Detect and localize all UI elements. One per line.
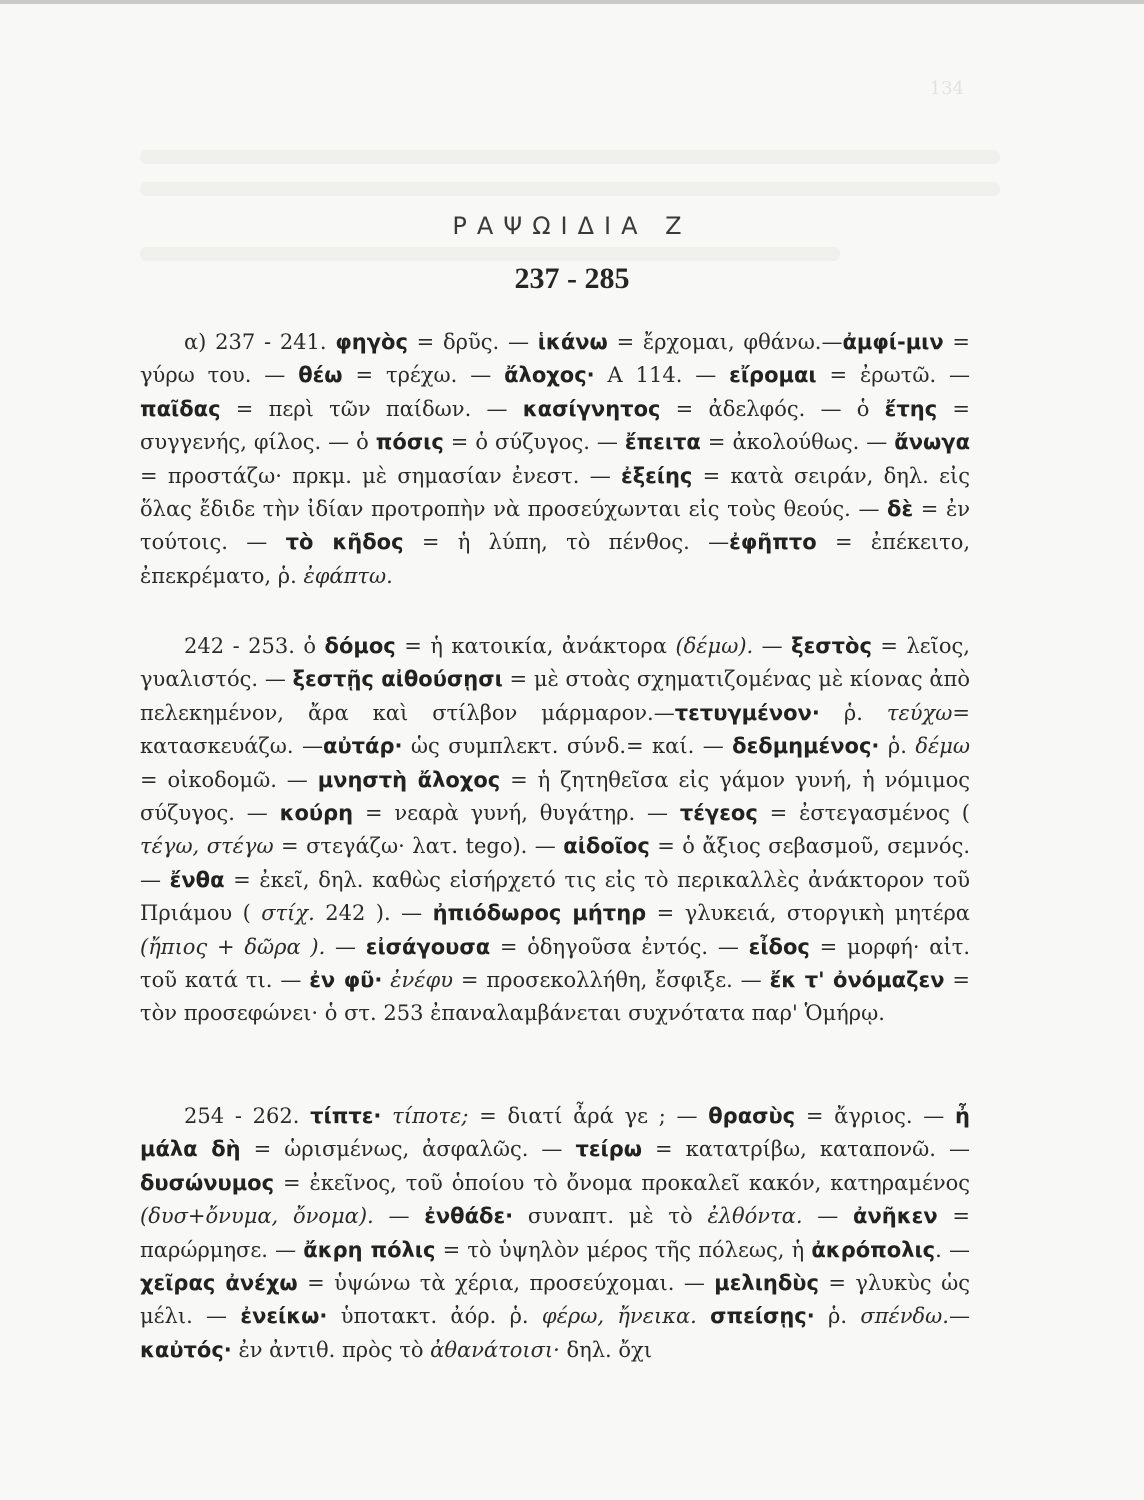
gloss-text: = συγγενής, φίλος. — ὁ — [140, 396, 970, 455]
headword: ξεστῇς αἰθούσῃσι — [292, 667, 503, 692]
italic-form: φέρω, ἤνεικα. — [541, 1304, 697, 1329]
gloss-text: = κατατρίβω, καταπονῶ. — — [642, 1137, 970, 1162]
gloss-text: συναπτ. μὲ τὸ — [513, 1204, 708, 1229]
gloss-text: ῥ. — [814, 1304, 861, 1329]
italic-form: δέμω — [915, 734, 970, 759]
gloss-text: = κατασκευάζω. — — [140, 700, 970, 759]
gloss-text: = στεγάζω· λατ. tego). — — [273, 834, 564, 859]
headword: δόμος — [324, 634, 396, 658]
gloss-text: ὑποτακτ. ἀόρ. ῥ. — [327, 1304, 542, 1329]
headword: δυσώνυμος — [140, 1170, 275, 1195]
headword: καὐτός· — [140, 1337, 232, 1362]
gloss-text: = ἐρωτῶ. — — [816, 363, 971, 388]
headword: μνηστὴ ἄλοχος — [317, 767, 501, 792]
gloss-text: . — — [935, 1237, 970, 1262]
headword: θρασὺς — [708, 1104, 796, 1128]
italic-form: (ἤπιος + δῶρα ). — [140, 934, 326, 959]
gloss-text: = ἀδελφός. — ὁ — [660, 396, 885, 421]
gloss-text: = νεαρὰ γυνή, θυγάτηρ. — — [353, 801, 680, 826]
italic-form: ἐνέφυ — [390, 968, 453, 993]
headword: τείρω — [575, 1137, 642, 1162]
headword: φηγὸς — [335, 330, 408, 354]
gloss-text: = κατὰ σειράν, δηλ. εἰς ὅλας ἔδιδε τὴν ἰδίαν προτροπὴν νὰ προσεύχωνται εἰς τοὺς θεούς. — — [140, 463, 971, 522]
headword: αὐτάρ· — [323, 734, 403, 759]
gloss-text: — — [948, 1304, 970, 1329]
italic-form: (δυσ+ὄνυμα, ὄνομα). — [140, 1204, 374, 1229]
headword: ἀμφί-μιν — [842, 330, 944, 354]
headword: ἄλοχος· — [504, 363, 595, 388]
commentary-paragraph-1 — [140, 326, 970, 593]
gloss-text: ἐν ἀντιθ. πρὸς τὸ — [231, 1337, 431, 1362]
gloss-text: = ἡ λύπη, τὸ πένθος. — — [403, 530, 730, 555]
headword: κούρη — [279, 801, 354, 826]
headword: ἦ μάλα δὴ — [140, 1104, 970, 1162]
headword: μελιηδὺς — [714, 1271, 819, 1296]
gloss-text: = προστάζω· πρκμ. μὲ σημασίαν ἐνεστ. — — [140, 463, 622, 488]
gloss-text: = γύρω του. — — [140, 330, 971, 388]
headword: σπείσῃς· — [710, 1304, 815, 1329]
gloss-text: = τὸν προσεφώνει· ὁ στ. 253 ἐπαναλαμβάνεται συχνότατα παρ' Ὁμήρῳ. — [140, 968, 970, 1026]
gloss-text: = διατί ἆρά γε ; — — [468, 1104, 709, 1128]
headword: ἱκάνω — [537, 330, 608, 354]
italic-form: τεύχω — [886, 700, 953, 725]
gloss-text: = ἐν τούτοις. — — [140, 497, 970, 555]
gloss-text: = λεῖος, γυαλιστός. — — [140, 634, 970, 692]
headword: ἔπειτα — [624, 430, 701, 455]
gloss-text: 254 - 262. — [184, 1104, 311, 1128]
headword: ἐφῆπτο — [729, 530, 817, 555]
headword: ἀκρόπολις — [811, 1237, 936, 1262]
italic-form: ἐλθόντα. — [707, 1204, 803, 1229]
gloss-text: = ἐκεῖνος, τοῦ ὁποίου τὸ ὄνομα προκαλεῖ κακόν, κατηραμένος — [274, 1170, 970, 1195]
italic-form: ἐφάπτω. — [303, 563, 393, 588]
bleed-through — [140, 182, 1000, 196]
headword: ἐν φῦ· — [309, 968, 383, 993]
headword: ξεστὸς — [791, 634, 872, 658]
italic-form: τέγω, στέγω — [140, 834, 274, 859]
gloss-text: = μορφή· αἰτ. τοῦ κατά τι. — — [140, 934, 971, 993]
headword: εἴρομαι — [729, 363, 817, 388]
gloss-text: ὡς συμπλεκτ. σύνδ.= καί. — — [402, 734, 733, 759]
gloss-text: ῥ. — [819, 700, 887, 725]
gloss-text: = μὲ στοὰς σχηματιζομένας μὲ κίονας ἀπὸ πελεκημένον, ἄρα καὶ στίλβον μάρμαρον.— — [140, 667, 970, 725]
headword: ἐνείκω· — [240, 1304, 328, 1329]
gloss-text: — — [802, 1204, 854, 1229]
gloss-text: Α 114. — — [594, 363, 730, 388]
headword: παῖδας — [140, 396, 221, 421]
gloss-text: = γλυκειά, στοργικὴ μητέρα — [646, 901, 970, 926]
headword: δεδμημένος· — [732, 734, 880, 759]
headword: τετυγμένον· — [674, 700, 820, 725]
headword: τὸ κῆδος — [285, 530, 404, 555]
gloss-text: α) 237 - 241. — [184, 330, 336, 354]
gloss-text: = γλυκὺς ὡς μέλι. — — [140, 1271, 970, 1329]
scan-top-edge — [0, 0, 1144, 4]
gloss-text: ῥ. — [879, 734, 916, 759]
gloss-text: = ὡρισμένως, ἀσφαλῶς. — — [240, 1137, 576, 1162]
italic-form: ἀθανάτοισι· — [430, 1337, 560, 1362]
gloss-text: = προσεκολλήθη, ἔσφιξε. — — [453, 968, 770, 993]
headword: ἄκρη πόλις — [303, 1237, 436, 1262]
gloss-text: = περὶ τῶν παίδων. — — [220, 396, 523, 421]
gloss-text: = ἐκεῖ, δηλ. καθὼς εἰσήρχετό τις εἰς τὸ περικαλλὲς ἀνάκτορον τοῦ Πριάμου ( — [140, 867, 970, 926]
gloss-text: = ὁ ἄξιος σεβασμοῦ, σεμνός. — — [140, 834, 971, 892]
gloss-text — [697, 1304, 710, 1328]
bleed-through — [140, 150, 1000, 164]
headword: ἔτης — [884, 396, 938, 421]
headword: ἐνθάδε· — [424, 1204, 514, 1229]
headword: ἐξείης — [621, 463, 693, 488]
bleed-through — [140, 247, 840, 261]
gloss-text: = τρέχω. — — [342, 363, 505, 388]
headword: δὲ — [887, 497, 914, 522]
page-number: 134 — [929, 78, 964, 99]
gloss-text: = οἰκοδομῶ. — — [140, 767, 318, 792]
gloss-text: = τὸ ὑψηλὸν μέρος τῆς πόλεως, ἡ — [435, 1237, 812, 1262]
headword: ἔκ τ' ὀνόμαζεν — [769, 968, 945, 993]
rhapsody-title: ΡΑΨΩΙΔΙΑ Ζ — [452, 212, 692, 240]
gloss-text: 242 ). — — [314, 901, 433, 926]
gloss-text: = ἡ κατοικία, ἀνάκτορα — [395, 634, 676, 658]
gloss-text — [381, 1104, 392, 1128]
gloss-text: = ἡ ζητηθεῖσα εἰς γάμον γυνή, ἡ νόμιμος σύζυγος. — — [140, 767, 970, 826]
gloss-text: 242 - 253. ὁ — [184, 634, 325, 658]
gloss-text: = ὑψώνω τὰ χέρια, προσεύχομαι. — — [297, 1271, 715, 1296]
headword: εἰσάγουσα — [365, 934, 491, 959]
headword: ἠπιόδωρος μήτηρ — [432, 901, 647, 926]
gloss-text: = ἔρχομαι, φθάνω.— — [607, 330, 843, 354]
gloss-text: = ἐστεγασμένος ( — [757, 801, 970, 826]
gloss-text: = ὁδηγοῦσα ἐντός. — — [490, 934, 749, 959]
commentary-paragraph-2 — [140, 630, 970, 1031]
headword: αἰδοῖος — [563, 834, 650, 859]
italic-form: σπένδω. — [860, 1304, 949, 1329]
headword: πόσις — [375, 430, 444, 455]
italic-form: τίποτε; — [392, 1104, 469, 1128]
commentary-paragraph-3 — [140, 1100, 970, 1367]
gloss-text: = παρώρμησε. — — [140, 1204, 970, 1262]
verse-range: 237 - 285 — [514, 262, 630, 295]
headword: χεῖρας ἀνέχω — [140, 1271, 298, 1296]
gloss-text: — — [325, 934, 366, 959]
gloss-text: = δρῦς. — — [407, 330, 538, 354]
headword: θέω — [298, 363, 343, 388]
headword: ἀνῆκεν — [853, 1204, 938, 1229]
gloss-text: = ἄγριος. — — [795, 1104, 956, 1128]
headword: ἄνωγα — [894, 430, 970, 455]
headword: τίπτε· — [310, 1104, 382, 1128]
headword: εἶδος — [748, 934, 810, 959]
gloss-text: δηλ. ὄχι — [559, 1337, 653, 1362]
headword: κασίγνητος — [522, 396, 661, 421]
italic-form: (δέμω). — [675, 634, 754, 658]
gloss-text: = ἀκολούθως. — — [700, 430, 895, 455]
headword: ἔνθα — [169, 867, 225, 892]
headword: τέγεος — [679, 801, 758, 826]
gloss-text: = ἐπέκειτο, ἐπεκρέματο, ῥ. — [140, 530, 971, 588]
italic-form: στίχ. — [261, 901, 315, 926]
gloss-text: — — [753, 634, 792, 658]
gloss-text: — — [373, 1204, 425, 1229]
gloss-text: = ὁ σύζυγος. — — [443, 430, 625, 455]
